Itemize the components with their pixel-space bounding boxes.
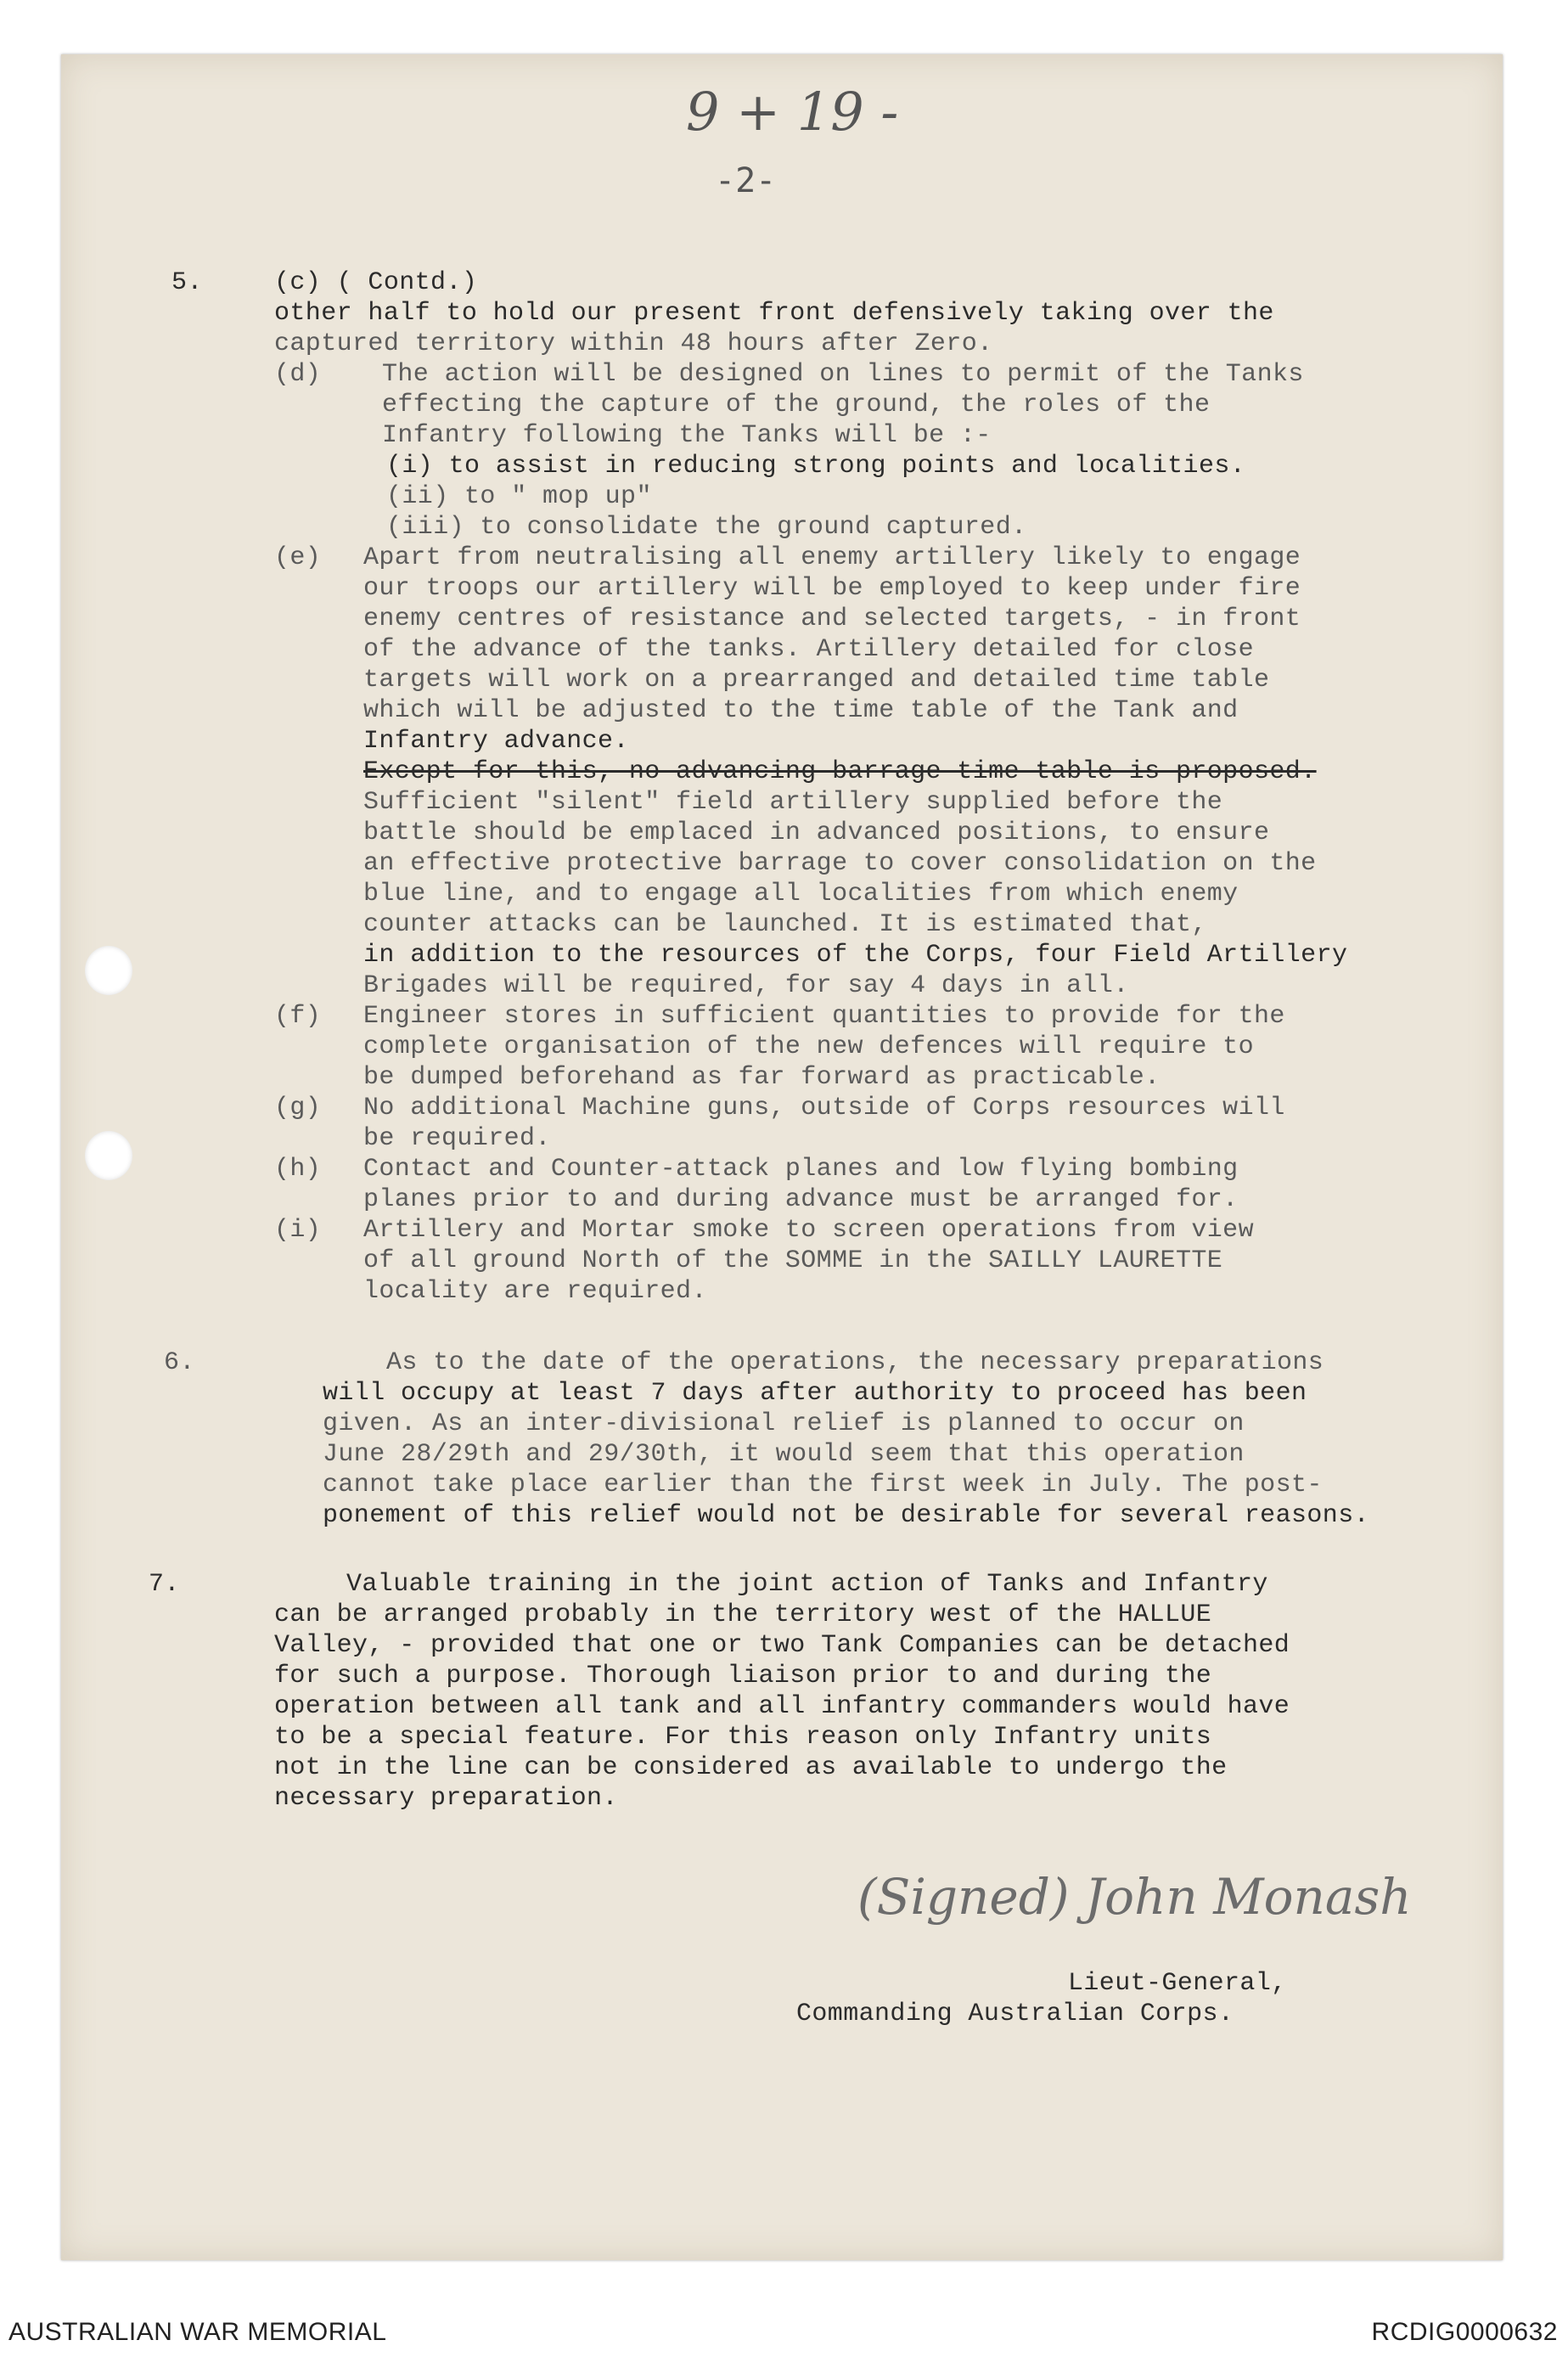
text-line: other half to hold our present front defensively taking over the: [274, 299, 1274, 328]
text-line: Valley, - provided that one or two Tank Companies can be detached: [274, 1631, 1290, 1660]
text-line: Sufficient "silent" field artillery supplied before the: [363, 788, 1223, 817]
text-line: (e): [274, 543, 322, 572]
text-line: Apart from neutralising all enemy artillery likely to engage: [363, 543, 1301, 572]
text-line: cannot take place earlier than the first week in July. The post-: [323, 1471, 1323, 1499]
handwritten-page-mark: 9 + 19 -: [686, 81, 899, 143]
text-line: June 28/29th and 29/30th, it would seem that this operation: [323, 1440, 1245, 1469]
text-line: Artillery and Mortar smoke to screen operations from view: [363, 1216, 1254, 1245]
text-line: of the advance of the tanks. Artillery detailed for close: [363, 635, 1254, 664]
text-line: (d): [274, 360, 322, 389]
signature: (Signed) John Monash: [857, 1868, 1412, 1926]
text-line: Except for this, no advancing barrage time-table is proposed.: [363, 757, 1317, 786]
text-line: As to the date of the operations, the necessary preparations: [386, 1348, 1324, 1377]
text-line: an effective protective barrage to cover consolidation on the: [363, 849, 1317, 878]
text-line: 7.: [149, 1570, 180, 1599]
text-line: Commanding Australian Corps.: [796, 2000, 1234, 2028]
text-line: can be arranged probably in the territory west of the HALLUE: [274, 1600, 1212, 1629]
text-line: complete organisation of the new defences will require to: [363, 1032, 1254, 1061]
text-line: to be a special feature. For this reason only Infantry units: [274, 1723, 1212, 1752]
text-line: will occupy at least 7 days after authority to proceed has been: [323, 1379, 1307, 1408]
text-line: (f): [274, 1002, 322, 1031]
text-line: be required.: [363, 1124, 551, 1153]
text-line: effecting the capture of the ground, the roles of the: [382, 391, 1211, 419]
text-line: Engineer stores in sufficient quantities to provide for the: [363, 1002, 1285, 1031]
text-line: (g): [274, 1094, 322, 1122]
text-line: battle should be emplaced in advanced positions, to ensure: [363, 818, 1270, 847]
text-line: captured territory within 48 hours after Zero.: [274, 329, 993, 358]
text-line: (i): [274, 1216, 322, 1245]
footer-source: AUSTRALIAN WAR MEMORIAL: [8, 2318, 387, 2346]
text-line: be dumped beforehand as far forward as practicable.: [363, 1063, 1161, 1092]
text-line: The action will be designed on lines to permit of the Tanks: [382, 360, 1304, 389]
text-line: targets will work on a prearranged and detailed time table: [363, 666, 1270, 695]
text-line: of all ground North of the SOMME in the SAILLY LAURETTE: [363, 1246, 1223, 1275]
text-line: Lieut-General,: [1068, 1969, 1287, 1998]
text-line: (i) to assist in reducing strong points and localities.: [386, 452, 1246, 481]
text-line: not in the line can be considered as available to undergo the: [274, 1753, 1228, 1782]
text-line: (c) ( Contd.): [274, 268, 478, 297]
text-line: No additional Machine guns, outside of Corps resources will: [363, 1094, 1285, 1122]
punch-hole: [85, 1131, 132, 1180]
text-line: Valuable training in the joint action of Tanks and Infantry: [346, 1570, 1268, 1599]
text-line: operation between all tank and all infantry commanders would have: [274, 1692, 1290, 1721]
text-line: in addition to the resources of the Corps, four Field Artillery: [363, 941, 1348, 970]
text-line: (ii) to " mop up": [386, 482, 652, 511]
footer-reference: RCDIG0000632: [1371, 2318, 1558, 2346]
text-line: (iii) to consolidate the ground captured.: [386, 513, 1027, 542]
text-line: necessary preparation.: [274, 1784, 618, 1813]
text-line: ponement of this relief would not be desirable for several reasons.: [323, 1501, 1369, 1530]
text-line: enemy centres of resistance and selected targets, - in front: [363, 605, 1301, 633]
text-line: Brigades will be required, for say 4 days in all.: [363, 971, 1129, 1000]
text-line: for such a purpose. Thorough liaison prior to and during the: [274, 1662, 1212, 1690]
text-line: locality are required.: [363, 1277, 707, 1306]
text-line: planes prior to and during advance must be arranged for.: [363, 1185, 1239, 1214]
text-line: Contact and Counter-attack planes and low flying bombing: [363, 1155, 1239, 1184]
text-line: Infantry following the Tanks will be :-: [382, 421, 992, 450]
text-line: given. As an inter-divisional relief is planned to occur on: [323, 1409, 1245, 1438]
text-line: Infantry advance.: [363, 727, 629, 756]
text-line: 6.: [164, 1348, 195, 1377]
punch-hole: [85, 946, 132, 995]
text-line: blue line, and to engage all localities from which enemy: [363, 880, 1239, 908]
page-number: -2-: [715, 161, 777, 200]
text-line: which will be adjusted to the time table of the Tank and: [363, 696, 1239, 725]
text-line: our troops our artillery will be employed to keep under fire: [363, 574, 1301, 603]
text-line: 5.: [171, 268, 203, 297]
text-line: counter attacks can be launched. It is estimated that,: [363, 910, 1207, 939]
text-line: (h): [274, 1155, 322, 1184]
